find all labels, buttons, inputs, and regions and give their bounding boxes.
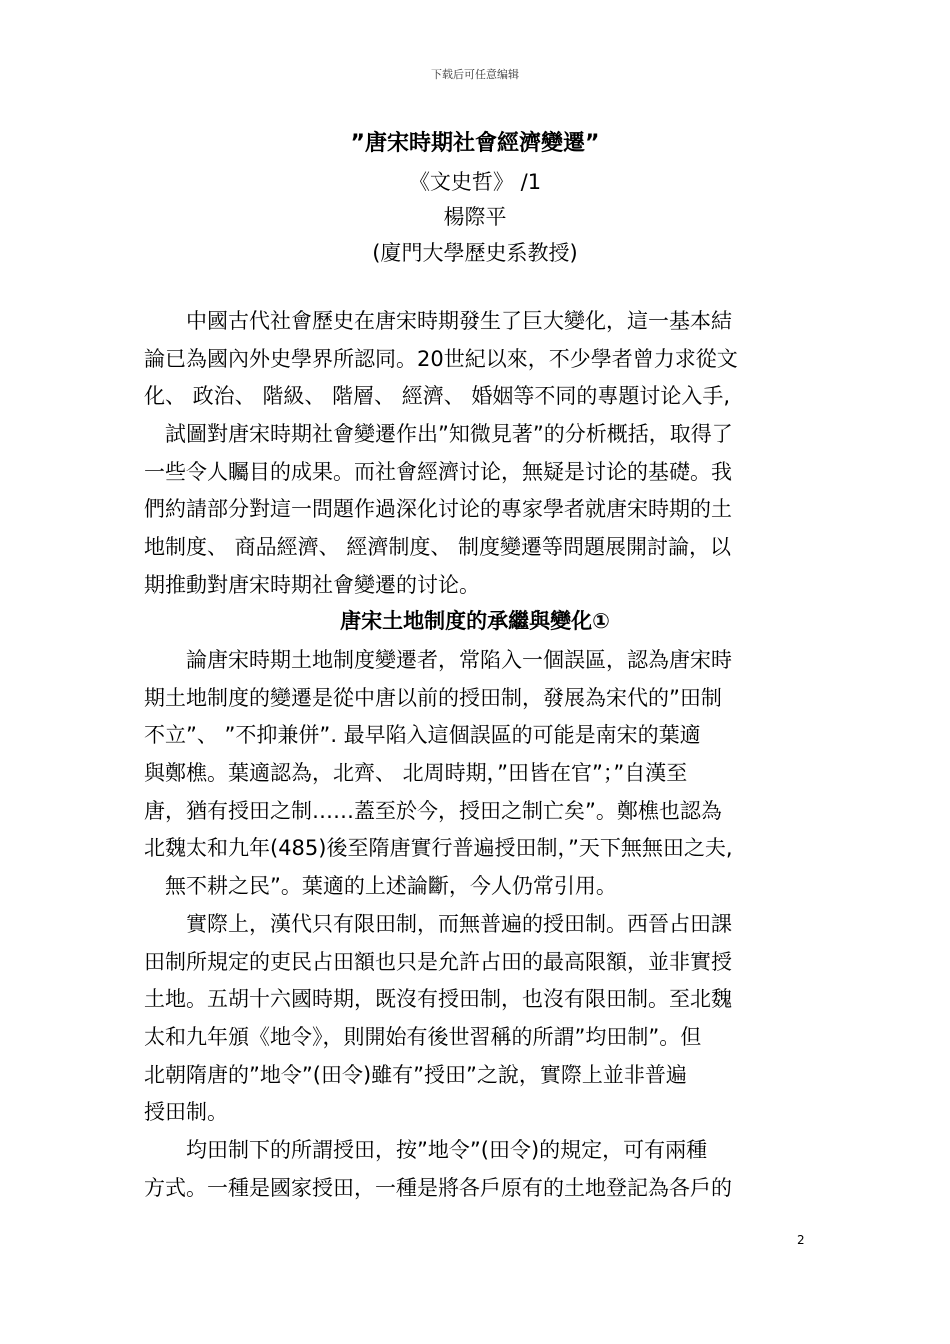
text-line: 與鄭樵。葉適認為，北齊、 北周時期，”田皆在官”；”自漢至 [144, 761, 688, 786]
author-affiliation: (廈門大學歷史系教授) [372, 241, 578, 265]
section-body [144, 642, 808, 1207]
text-line: 田制所規定的吏民占田額也只是允許占田的最高限額，並非實授 [144, 949, 732, 974]
text-line: 地制度、 商品經濟、 經濟制度、 制度變遷等問題展開討論，以 [144, 535, 732, 560]
page-title: ”唐宋時期社會經濟變遷” [350, 131, 600, 156]
text-line: 們約請部分對這一問題作過深化讨论的專家學者就唐宋時期的土 [144, 497, 732, 522]
text-line: 試圖對唐宋時期社會變遷作出”知微見著”的分析概括，取得了 [144, 422, 733, 447]
text-line: 授田制。 [144, 1100, 228, 1125]
text-line: 北朝隋唐的”地令”(田令)雖有”授田”之說，實際上並非普遍 [144, 1062, 687, 1087]
text-line: 土地。五胡十六國時期，既沒有授田制，也沒有限田制。至北魏 [144, 987, 732, 1012]
text-line: 北魏太和九年(485)後至隋唐實行普遍授田制，”天下無無田之夫, [144, 836, 733, 861]
text-line: 均田制下的所謂授田，按”地令”(田令)的規定，可有兩種 [144, 1137, 708, 1162]
text-line: 方式。一種是國家授田，一種是將各戶原有的土地登記為各戶的 [144, 1175, 732, 1200]
page-number: 2 [797, 1233, 805, 1247]
text-line: 論唐宋時期土地制度變遷者，常陷入一個誤區，認為唐宋時 [144, 648, 732, 672]
text-line: 一些令人矚目的成果。而社會經濟讨论，無疑是讨论的基礎。我 [144, 459, 732, 484]
text-line: 論已為國內外史學界所認同。20世紀以來，不少學者曾力求從文 [144, 346, 738, 371]
text-line: 期推動對唐宋時期社會變遷的讨论。 [144, 572, 480, 597]
header-note: 下载后可任意编辑 [431, 68, 519, 81]
source-line: 《文史哲》 /1 [408, 170, 542, 194]
author-name: 楊際平 [443, 205, 507, 229]
text-line: 期土地制度的變遷是從中唐以前的授田制，發展為宋代的”田制 [144, 685, 722, 710]
text-line: 唐，猶有授田之制……蓋至於今，授田之制亡矣”。鄭樵也認為 [144, 798, 722, 823]
text-line: 太和九年頒《地令》，則開始有後世習稱的所謂”均田制”。但 [144, 1024, 702, 1049]
section-title: 唐宋土地制度的承繼與變化① [340, 609, 610, 633]
text-line: 無不耕之民”。葉適的上述論斷，今人仍常引用。 [144, 874, 617, 899]
text-line: 實際上，漢代只有限田制，而無普遍的授田制。西晉占田課 [144, 911, 732, 936]
intro-paragraph [144, 303, 808, 605]
text-line: 化、 政治、 階級、 階層、 經濟、 婚姻等不同的專題讨论入手, [144, 384, 731, 409]
text-line: 不立”、 ”不抑兼併”. 最早陷入這個誤區的可能是南宋的葉適 [144, 723, 701, 748]
text-line: 中國古代社會歷史在唐宋時期發生了巨大變化，這一基本結 [144, 309, 732, 333]
